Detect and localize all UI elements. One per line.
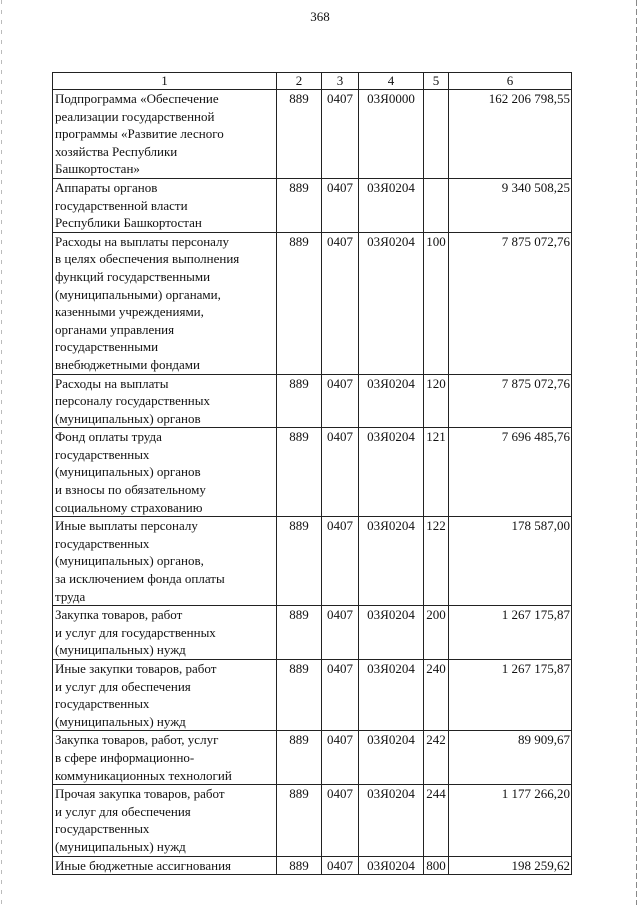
row-name-cell: Фонд оплаты труда государственных (муниципальных) органов и взносы по обязательному социальному страхованию xyxy=(53,428,277,517)
row-target-code: 03Я0204 xyxy=(359,606,424,660)
header-cell-1: 1 xyxy=(53,73,277,90)
row-name-cell: Подпрограмма «Обеспечение реализации государственной программы «Развитие лесного хозяйства Республики Башкортостан» xyxy=(53,90,277,179)
row-section-code: 0407 xyxy=(322,178,359,232)
scan-edge-left xyxy=(1,0,2,905)
row-section-code: 0407 xyxy=(322,660,359,731)
row-amount: 178 587,00 xyxy=(449,517,572,606)
table-row xyxy=(53,428,572,517)
row-name-cell: Аппараты органов государственной власти Республики Башкортостан xyxy=(53,178,277,232)
row-amount: 198 259,62 xyxy=(449,856,572,875)
row-expense-type-code: 800 xyxy=(424,856,449,875)
row-section-code: 0407 xyxy=(322,232,359,374)
scan-edge-right xyxy=(636,0,637,905)
row-ministry-code: 889 xyxy=(277,606,322,660)
row-amount: 9 340 508,25 xyxy=(449,178,572,232)
row-expense-type-code xyxy=(424,90,449,179)
row-ministry-code: 889 xyxy=(277,517,322,606)
row-name-cell: Закупка товаров, работ, услуг в сфере информационно- коммуникационных технологий xyxy=(53,731,277,785)
row-amount: 1 177 266,20 xyxy=(449,785,572,856)
table-row xyxy=(53,232,572,374)
table-row xyxy=(53,856,572,875)
row-name-cell: Иные выплаты персоналу государственных (муниципальных) органов, за исключением фонда оплаты труда xyxy=(53,517,277,606)
table-row xyxy=(53,606,572,660)
row-ministry-code: 889 xyxy=(277,428,322,517)
row-amount: 162 206 798,55 xyxy=(449,90,572,179)
row-target-code: 03Я0204 xyxy=(359,178,424,232)
row-ministry-code: 889 xyxy=(277,232,322,374)
row-amount: 7 875 072,76 xyxy=(449,374,572,428)
row-ministry-code: 889 xyxy=(277,731,322,785)
table-row xyxy=(53,374,572,428)
table-row xyxy=(53,660,572,731)
row-section-code: 0407 xyxy=(322,606,359,660)
row-ministry-code: 889 xyxy=(277,856,322,875)
row-name-cell: Иные закупки товаров, работ и услуг для обеспечения государственных (муниципальных) нужд xyxy=(53,660,277,731)
table-row xyxy=(53,785,572,856)
row-target-code: 03Я0204 xyxy=(359,785,424,856)
row-section-code: 0407 xyxy=(322,517,359,606)
table-row xyxy=(53,517,572,606)
header-cell-5: 5 xyxy=(424,73,449,90)
table-row xyxy=(53,178,572,232)
row-name-cell: Иные бюджетные ассигнования xyxy=(53,856,277,875)
row-target-code: 03Я0204 xyxy=(359,731,424,785)
row-amount: 89 909,67 xyxy=(449,731,572,785)
row-section-code: 0407 xyxy=(322,785,359,856)
row-expense-type-code xyxy=(424,178,449,232)
header-cell-3: 3 xyxy=(322,73,359,90)
row-expense-type-code: 244 xyxy=(424,785,449,856)
row-expense-type-code: 200 xyxy=(424,606,449,660)
row-expense-type-code: 122 xyxy=(424,517,449,606)
header-cell-2: 2 xyxy=(277,73,322,90)
table-header-row xyxy=(53,73,572,90)
table-row xyxy=(53,731,572,785)
row-ministry-code: 889 xyxy=(277,660,322,731)
row-amount: 7 875 072,76 xyxy=(449,232,572,374)
row-name-cell: Закупка товаров, работ и услуг для государственных (муниципальных) нужд xyxy=(53,606,277,660)
row-amount: 1 267 175,87 xyxy=(449,660,572,731)
row-expense-type-code: 242 xyxy=(424,731,449,785)
row-target-code: 03Я0204 xyxy=(359,856,424,875)
row-expense-type-code: 120 xyxy=(424,374,449,428)
row-name-cell: Прочая закупка товаров, работ и услуг для обеспечения государственных (муниципальных) нужд xyxy=(53,785,277,856)
row-target-code: 03Я0204 xyxy=(359,660,424,731)
row-amount: 7 696 485,76 xyxy=(449,428,572,517)
row-section-code: 0407 xyxy=(322,374,359,428)
row-ministry-code: 889 xyxy=(277,178,322,232)
row-expense-type-code: 240 xyxy=(424,660,449,731)
row-expense-type-code: 121 xyxy=(424,428,449,517)
row-section-code: 0407 xyxy=(322,856,359,875)
header-cell-6: 6 xyxy=(449,73,572,90)
row-target-code: 03Я0204 xyxy=(359,428,424,517)
row-ministry-code: 889 xyxy=(277,374,322,428)
row-ministry-code: 889 xyxy=(277,90,322,179)
row-amount: 1 267 175,87 xyxy=(449,606,572,660)
page-number: 368 xyxy=(310,9,330,24)
budget-table xyxy=(52,72,572,875)
row-expense-type-code: 100 xyxy=(424,232,449,374)
row-name-cell: Расходы на выплаты персоналу государственных (муниципальных) органов xyxy=(53,374,277,428)
table-row xyxy=(53,90,572,179)
row-target-code: 03Я0204 xyxy=(359,232,424,374)
row-section-code: 0407 xyxy=(322,731,359,785)
row-name-cell: Расходы на выплаты персоналу в целях обеспечения выполнения функций государственными (муниципальными) органами, казенными учреждениями, органами управления государственными внебюджетными фондами xyxy=(53,232,277,374)
row-target-code: 03Я0204 xyxy=(359,517,424,606)
row-section-code: 0407 xyxy=(322,90,359,179)
row-ministry-code: 889 xyxy=(277,785,322,856)
row-target-code: 03Я0000 xyxy=(359,90,424,179)
header-cell-4: 4 xyxy=(359,73,424,90)
row-target-code: 03Я0204 xyxy=(359,374,424,428)
row-section-code: 0407 xyxy=(322,428,359,517)
